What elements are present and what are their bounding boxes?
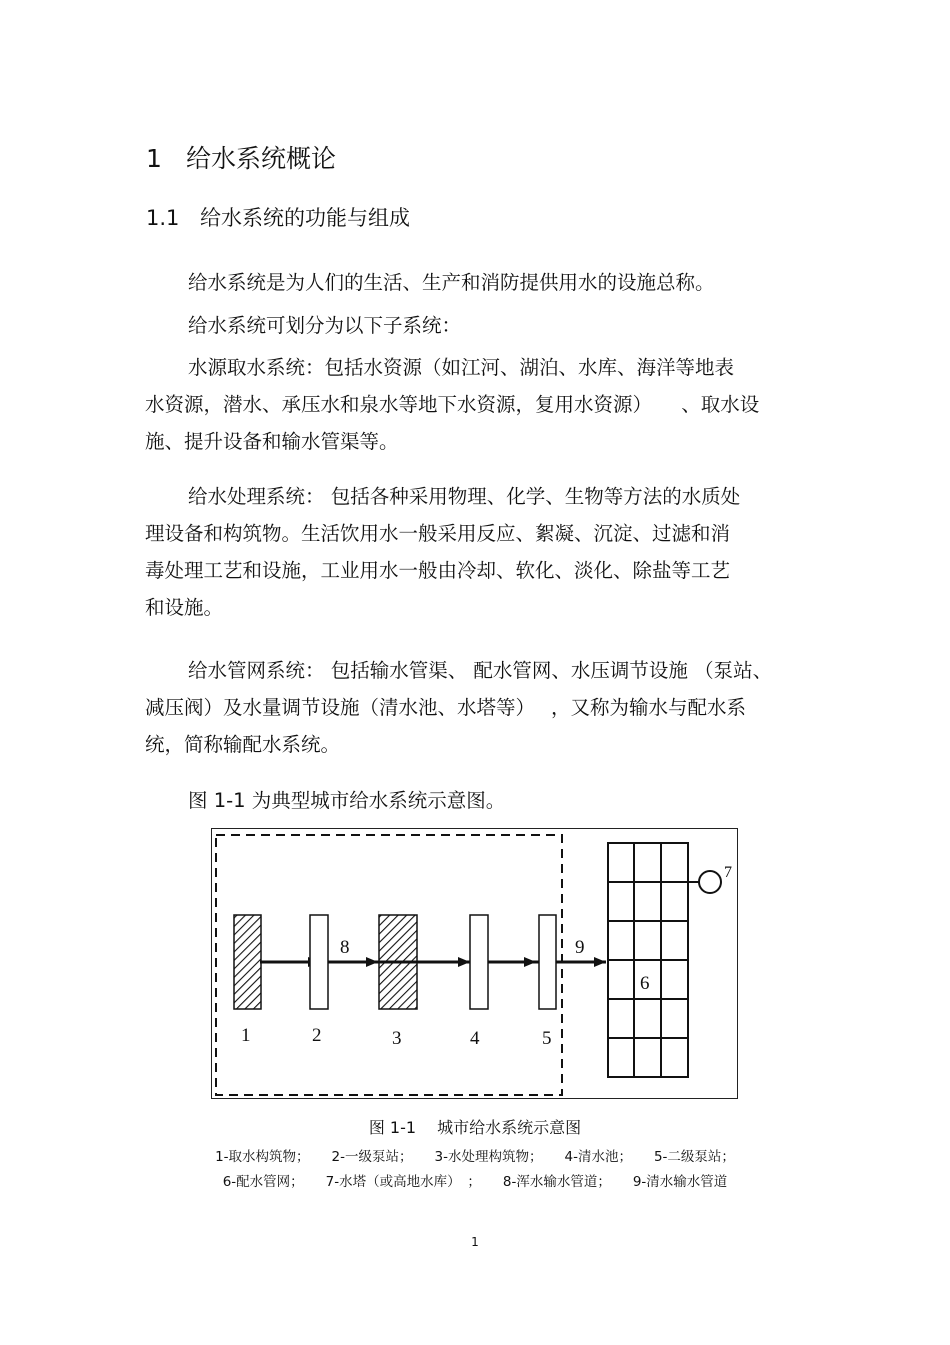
paragraph-line: 给水处理系统： 包括各种采用物理、化学、生物等方法的水质处: [188, 485, 741, 508]
label-4: 4: [470, 1028, 480, 1049]
paragraph-line: 水源取水系统：包括水资源（如江河、湖泊、水库、海洋等地表: [188, 356, 735, 379]
legend-item: 7-水塔（或高地水库） ；: [325, 1174, 481, 1190]
legend-item: 2-一级泵站；: [331, 1149, 413, 1165]
paragraph-definition: [145, 264, 815, 301]
label-8: 8: [340, 937, 350, 958]
water-system-diagram: [211, 828, 738, 1099]
paragraph-line: 水资源，潜水、承压水和泉水等地下水资源，复用水资源） 、取水设: [145, 393, 760, 416]
figure-legend-line-2: [0, 1170, 950, 1190]
label-6: 6: [640, 973, 650, 994]
label-3: 3: [392, 1028, 402, 1049]
section-heading: [146, 203, 410, 233]
chapter-title: 给水系统概论: [186, 144, 337, 173]
label-2: 2: [312, 1025, 322, 1046]
flow-arrow: [594, 957, 606, 967]
label-7: 7: [724, 864, 732, 881]
legend-item: 6-配水管网；: [222, 1174, 304, 1190]
figure-legend-line-1: [0, 1145, 950, 1165]
clear-water-tank: [470, 915, 488, 1009]
legend-item: 8-浑水输水管道；: [502, 1174, 611, 1190]
second-pump-station: [539, 915, 556, 1009]
flow-arrow: [366, 957, 378, 967]
label-1: 1: [241, 1025, 251, 1046]
chapter-heading: [146, 142, 336, 176]
legend-item: 4-清水池；: [564, 1149, 632, 1165]
paragraph-line: 理设备和构筑物。生活饮用水一般采用反应、絮凝、沉淀、过滤和消: [145, 522, 731, 545]
paragraph-line: 给水系统是为人们的生活、生产和消防提供用水的设施总称。: [188, 271, 715, 294]
section-title: 给水系统的功能与组成: [200, 206, 410, 230]
paragraph-intake-system: [145, 349, 815, 460]
label-5: 5: [542, 1028, 552, 1049]
paragraph-line: 给水管网系统： 包括输水管渠、 配水管网、水压调节设施 （泵站、: [188, 659, 773, 682]
distribution-network-grid: [608, 843, 688, 1077]
page-number: 1: [471, 1235, 479, 1249]
paragraph-line: 和设施。: [145, 596, 224, 619]
water-tower: [699, 871, 721, 893]
paragraph-line: 统，简称输配水系统。: [145, 733, 341, 756]
intake-structure: [234, 915, 261, 1009]
paragraph-line: 毒处理工艺和设施，工业用水一般由冷却、软化、淡化、除盐等工艺: [145, 559, 731, 582]
paragraph-line: 施、提升设备和输水管渠等。: [145, 430, 399, 453]
figure-caption: 图 1-1 城市给水系统示意图: [368, 1118, 582, 1137]
chapter-number: 1: [146, 144, 162, 173]
label-9: 9: [575, 937, 585, 958]
paragraph-line: 减压阀）及水量调节设施（清水池、水塔等） ，又称为输水与配水系: [145, 696, 746, 719]
legend-item: 1-取水构筑物；: [215, 1149, 310, 1165]
legend-item: 5-二级泵站；: [653, 1149, 735, 1165]
paragraph-subsystems-intro: [145, 307, 815, 344]
paragraph-line: 给水系统可划分为以下子系统：: [188, 314, 462, 337]
legend-item: 3-水处理构筑物；: [434, 1149, 543, 1165]
diagram-drawing: [212, 829, 739, 1100]
paragraph-network-system: [145, 652, 815, 763]
flow-arrow: [458, 957, 470, 967]
first-pump-station: [310, 915, 328, 1009]
paragraph-treatment-system: [145, 478, 815, 626]
paragraph-figure-reference: [145, 782, 815, 819]
treatment-structure: [379, 915, 417, 1009]
legend-item: 9-清水输水管道: [632, 1174, 728, 1190]
flow-arrow: [524, 957, 536, 967]
paragraph-line: 图 1-1 为典型城市给水系统示意图。: [188, 789, 506, 812]
section-number: 1.1: [146, 206, 180, 230]
